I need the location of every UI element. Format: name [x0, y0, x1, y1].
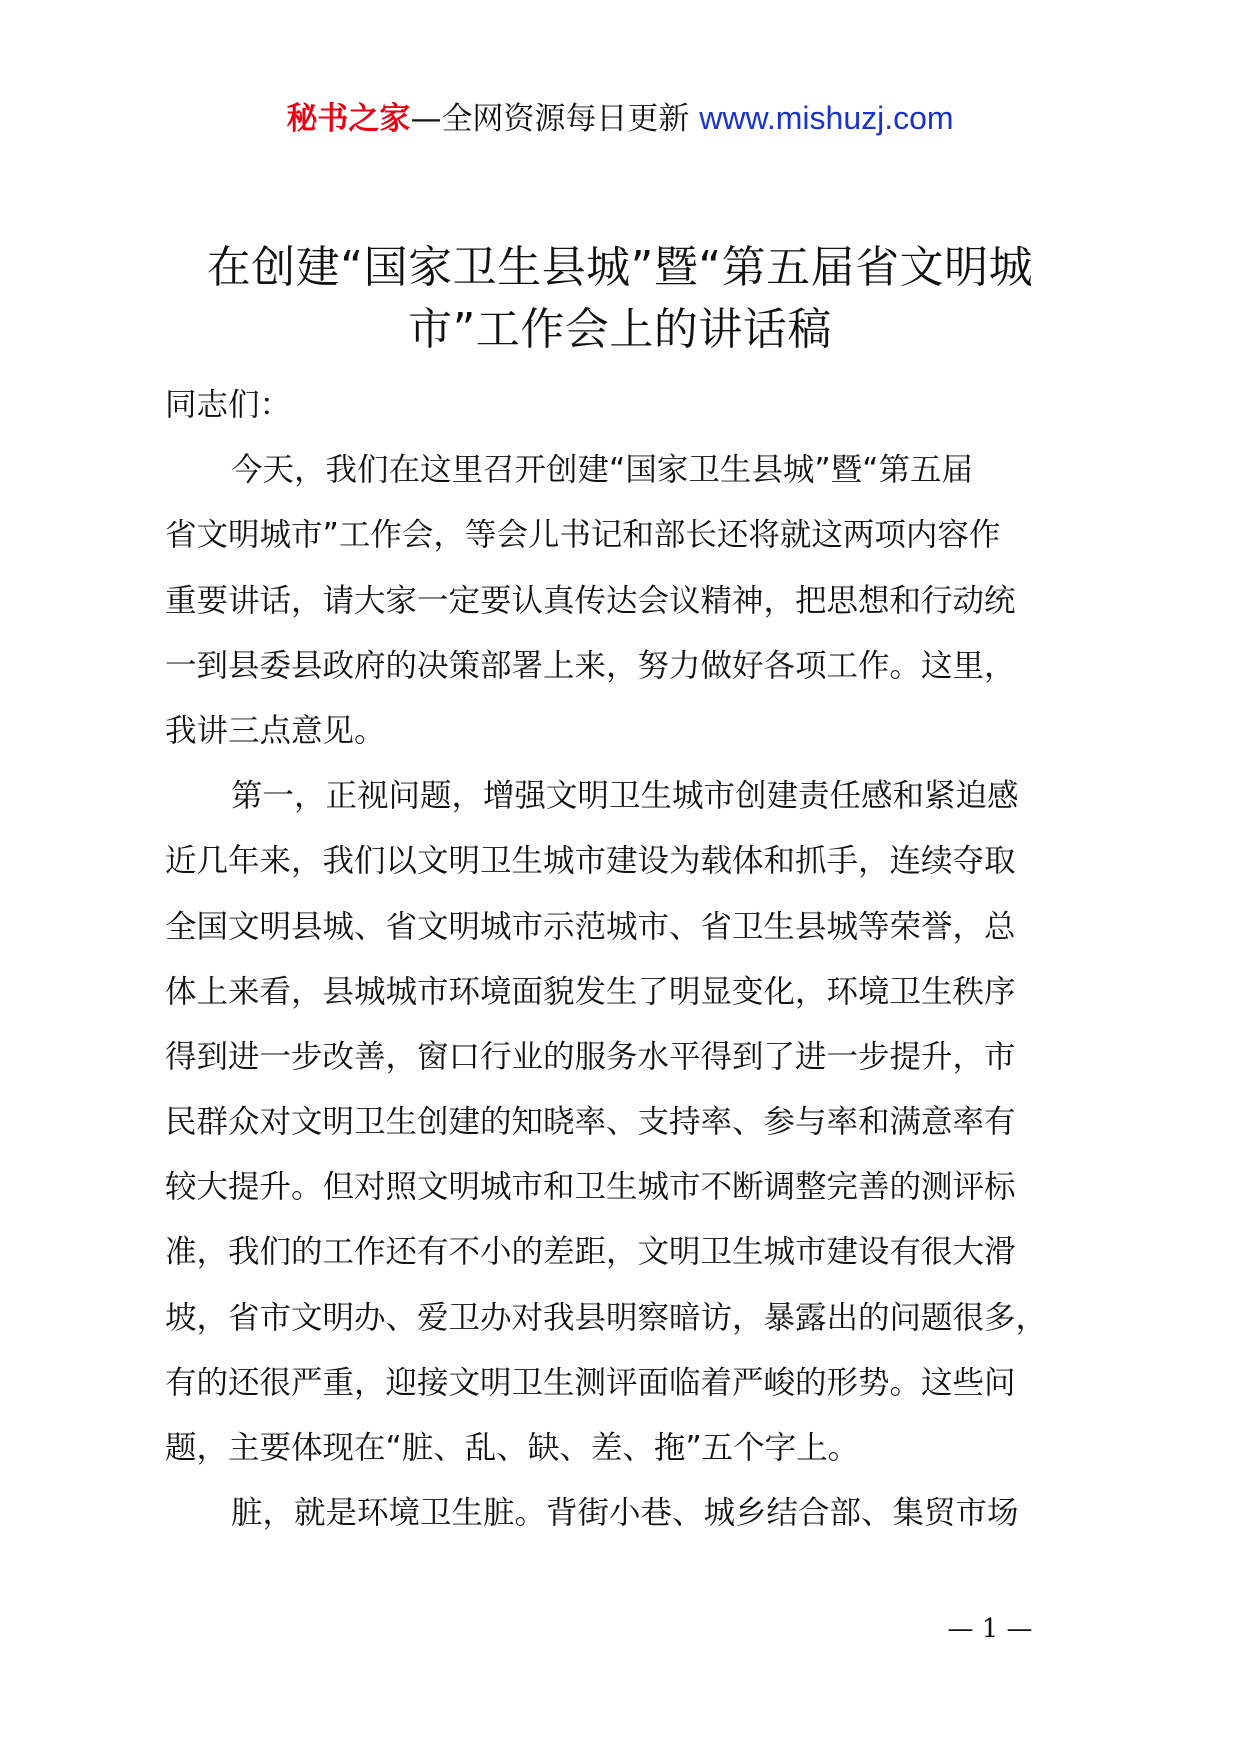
site-url-link[interactable]: www.mishuzj.com [699, 100, 954, 136]
paragraph-2-line: 民群众对文明卫生创建的知晓率、支持率、参与率和满意率有 [165, 1104, 1016, 1141]
paragraph-1-line: 重要讲话，请大家一定要认真传达会议精神，把思想和行动统 [165, 582, 1016, 619]
paragraph-2-line: 准，我们的工作还有不小的差距，文明卫生城市建设有很大滑 [165, 1234, 1016, 1271]
document-title [150, 237, 1090, 361]
paragraph-1-line: 省文明城市”工作会，等会儿书记和部长还将就这两项内容作 [165, 517, 1001, 554]
paragraph-3-line: 脏，就是环境卫生脏。背街小巷、城乡结合部、集贸市场 [231, 1495, 1019, 1532]
site-brand: 秘书之家 [286, 101, 411, 137]
page-number: — 1 — [947, 1614, 1033, 1644]
paragraph-2-line: 近几年来，我们以文明卫生城市建设为载体和抓手，连续夺取 [165, 843, 1016, 880]
site-header [0, 98, 1240, 139]
section-heading-1: 第一，正视问题，增强文明卫生城市创建责任感和紧迫感 [231, 778, 1019, 815]
paragraph-1-line: 一到县委县政府的决策部署上来，努力做好各项工作。这里， [165, 647, 1016, 684]
paragraph-2-line: 坡，省市文明办、爱卫办对我县明察暗访，暴露出的问题很多， [165, 1299, 1048, 1336]
site-tagline: —全网资源每日更新 [410, 101, 690, 137]
paragraph-2-line: 全国文明县城、省文明城市示范城市、省卫生县城等荣誉，总 [165, 908, 1016, 945]
paragraph-2-line: 体上来看，县城城市环境面貌发生了明显变化，环境卫生秩序 [165, 973, 1016, 1010]
paragraph-1-line: 我讲三点意见。 [165, 712, 386, 749]
document-title-line-2: 市”工作会上的讲话稿 [408, 304, 832, 355]
paragraph-2-line: 有的还很严重，迎接文明卫生测评面临着严峻的形势。这些问 [165, 1364, 1016, 1401]
document-title-line-1: 在创建“国家卫生县城”暨“第五届省文明城 [206, 242, 1034, 293]
salutation: 同志们： [165, 387, 292, 423]
paragraph-2-line: 题，主要体现在“脏、乱、缺、差、拖”五个字上。 [165, 1430, 860, 1466]
document-body [165, 373, 1085, 1546]
paragraph-2-line: 得到进一步改善，窗口行业的服务水平得到了进一步提升，市 [165, 1038, 1016, 1075]
paragraph-1-line: 今天，我们在这里召开创建“国家卫生县城”暨“第五届 [231, 452, 973, 489]
paragraph-2-line: 较大提升。但对照文明城市和卫生城市不断调整完善的测评标 [165, 1169, 1016, 1206]
